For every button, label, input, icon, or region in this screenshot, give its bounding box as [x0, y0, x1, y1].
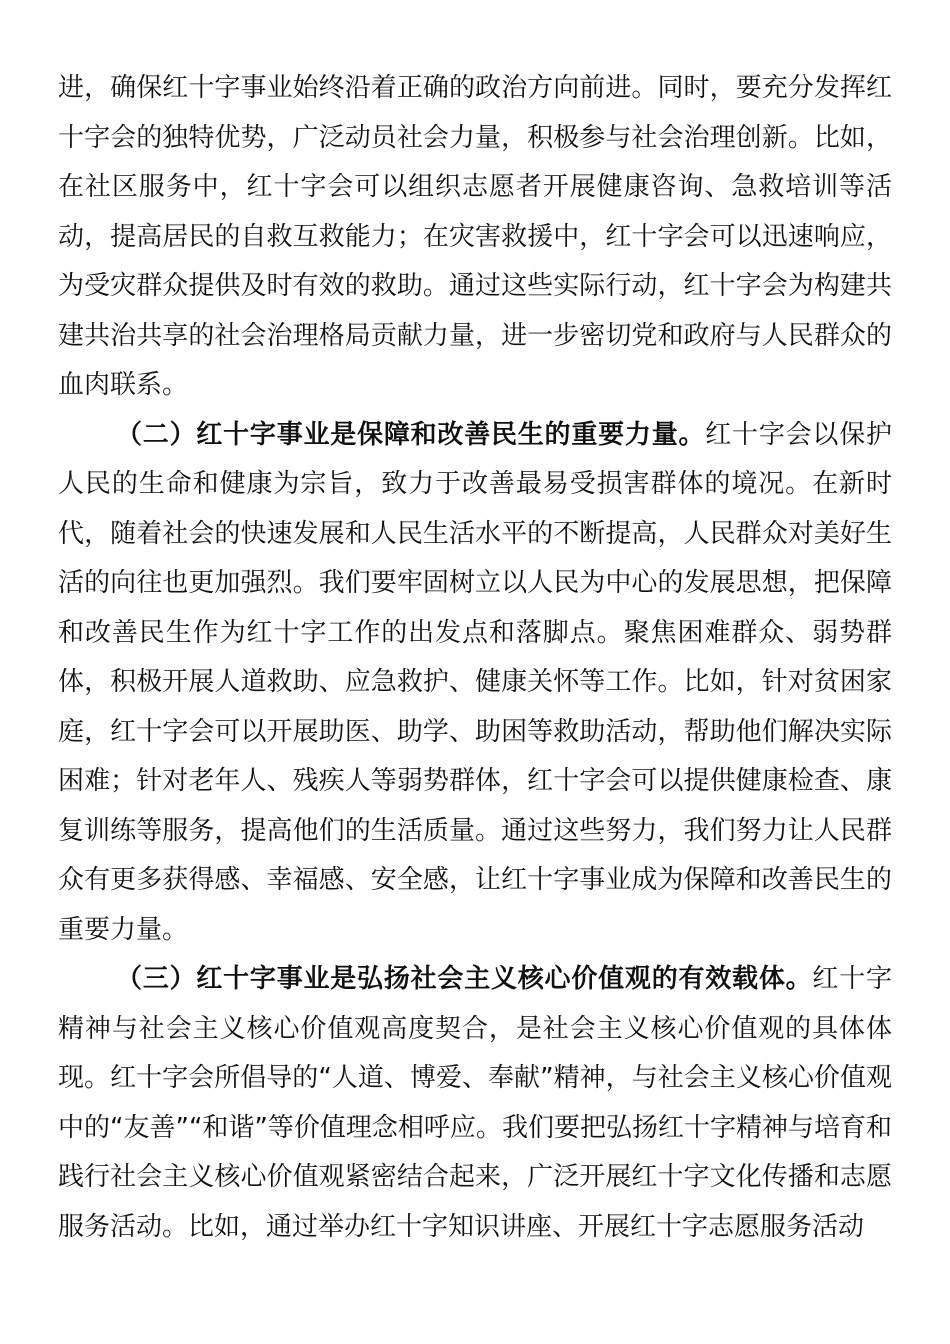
document-body [58, 64, 892, 1252]
paragraph-section-2 [58, 411, 892, 956]
paragraph-body: 红十字精神与社会主义核心价值观高度契合，是社会主义核心价值观的具体体现。红十字会所倡导的“人道、博爱、奉献”精神，与社会主义核心价值观中的“友善”“和谐”等价值理念相呼应。我们要把弘扬红十字精神与培育和践行社会主义核心价值观紧密结合起来，广泛开展红十字文化传播和志愿服务活动。比如，通过举办红十字知识讲座、开展红十字志愿服务活动 [58, 964, 892, 1242]
paragraph-continuation [58, 64, 892, 411]
paragraph-section-3 [58, 955, 892, 1252]
section-heading: （三）红十字事业是弘扬社会主义核心价值观的有效载体。 [116, 964, 813, 994]
section-heading: （二）红十字事业是保障和改善民生的重要力量。 [116, 419, 706, 450]
paragraph-body: 进，确保红十字事业始终沿着正确的政治方向前进。同时，要充分发挥红十字会的独特优势，广泛动员社会力量，积极参与社会治理创新。比如，在社区服务中，红十字会可以组织志愿者开展健康咨询、急救培训等活动，提高居民的自救互救能力；在灾害救援中，红十字会可以迅速响应，为受灾群众提供及时有效的救助。通过这些实际行动，红十字会为构建共建共治共享的社会治理格局贡献力量，进一步密切党和政府与人民群众的血肉联系。 [58, 73, 892, 400]
paragraph-body: 红十字会以保护人民的生命和健康为宗旨，致力于改善最易受损害群体的境况。在新时代，随着社会的快速发展和人民生活水平的不断提高，人民群众对美好生活的向往也更加强烈。我们要牢固树立以人民为中心的发展思想，把保障和改善民生作为红十字工作的出发点和落脚点。聚焦困难群众、弱势群体，积极开展人道救助、应急救护、健康关怀等工作。比如，针对贫困家庭，红十字会可以开展助医、助学、助困等救助活动，帮助他们解决实际困难；针对老年人、残疾人等弱势群体，红十字会可以提供健康检查、康复训练等服务，提高他们的生活质量。通过这些努力，我们努力让人民群众有更多获得感、幸福感、安全感，让红十字事业成为保障和改善民生的重要力量。 [58, 419, 892, 945]
